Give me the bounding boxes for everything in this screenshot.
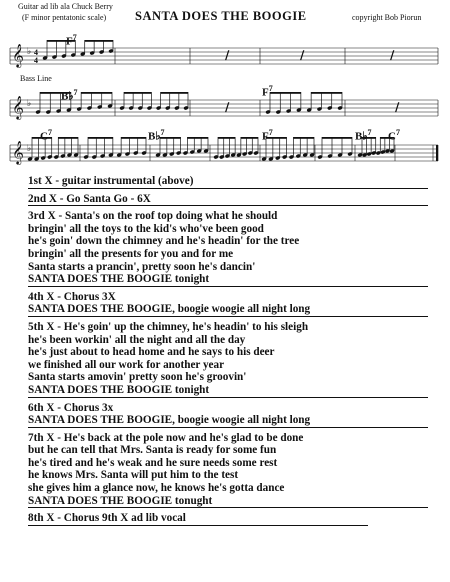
note-beam bbox=[81, 92, 112, 94]
lyrics-block bbox=[28, 175, 428, 530]
lyric-line: SANTA DOES THE BOOGIE, boogie woogie all night long bbox=[28, 303, 311, 316]
chord-symbol: $C^7$ bbox=[40, 128, 52, 143]
header-scale-note: (F minor pentatonic scale) bbox=[22, 13, 107, 22]
lyric-line: he's goin' down the chimney and he's headin' for the tree bbox=[28, 235, 300, 248]
chord-symbol: $F^7$ bbox=[262, 84, 273, 99]
measure-repeat-icon: ∕ bbox=[395, 100, 400, 114]
note-beam bbox=[322, 137, 352, 139]
lyric-line: SANTA DOES THE BOOGIE tonight bbox=[28, 273, 210, 286]
lyrics-section bbox=[28, 321, 428, 398]
time-signature: 4 bbox=[34, 48, 38, 57]
lyric-line: but he can tell that Mrs. Santa is ready for some fun bbox=[28, 444, 277, 457]
measure-repeat-icon: ∕ bbox=[225, 100, 230, 114]
lyric-line: 6th X - Chorus 3x bbox=[28, 401, 114, 414]
note-beam bbox=[241, 137, 258, 139]
chord-symbol: B♭$^7$ bbox=[148, 128, 165, 143]
lyric-line: 8th X - Chorus 9th X ad lib vocal bbox=[28, 512, 186, 525]
lyrics-section bbox=[28, 210, 428, 287]
lyric-line: Santa starts amovin' pretty soon he's groovin' bbox=[28, 371, 247, 384]
note-beam bbox=[293, 137, 314, 139]
note-beam bbox=[121, 137, 146, 139]
copyright: copyright Bob Piorun bbox=[352, 13, 422, 22]
lyrics-section bbox=[28, 175, 428, 189]
final-barline bbox=[436, 145, 438, 161]
chord-symbol: B♭$^7$ bbox=[355, 128, 372, 143]
header-guitar-note: Guitar ad lib ala Chuck Berry bbox=[18, 2, 113, 11]
lyrics-section bbox=[28, 193, 428, 207]
lyric-line: 5th X - He's goin' up the chimney, he's headin' to his sleigh bbox=[28, 320, 309, 333]
lyric-line: SANTA DOES THE BOOGIE tonught bbox=[28, 494, 213, 507]
lyric-line: Santa starts a prancin', pretty soon he's dancin' bbox=[28, 260, 256, 273]
note-beam bbox=[187, 137, 208, 139]
lyrics-section bbox=[28, 402, 428, 428]
flat-sign-icon: ♭ bbox=[27, 99, 32, 109]
lyric-line: 3rd X - Santa's on the roof top doing what he should bbox=[28, 210, 278, 223]
lyric-line: bringin' all the toys to the kid's who've been good bbox=[28, 222, 264, 235]
lyric-line: we finished all our work for another year bbox=[28, 358, 225, 371]
lyric-line: 1st X - guitar instrumental (above) bbox=[28, 175, 194, 187]
flat-sign-icon: ♭ bbox=[27, 47, 32, 57]
measure-repeat-icon: ∕ bbox=[390, 48, 395, 62]
lyric-line: he's been workin' all the night and all the day bbox=[28, 333, 246, 346]
chord-symbol: $C^7$ bbox=[388, 128, 400, 143]
lyrics-section bbox=[28, 432, 428, 509]
lyric-line: bringin' all the presents for you and for me bbox=[28, 247, 234, 260]
lyrics-section bbox=[28, 291, 428, 317]
chord-symbol: $F^7$ bbox=[262, 128, 273, 143]
measure-repeat-icon: ∕ bbox=[225, 48, 230, 62]
measure-repeat-icon: ∕ bbox=[300, 48, 305, 62]
lyric-line: he's tired and he's weak and he sure needs some rest bbox=[28, 456, 278, 469]
lyric-line: 7th X - He's back at the pole now and he's glad to be done bbox=[28, 431, 304, 444]
note-beam bbox=[311, 92, 342, 94]
note-beam bbox=[270, 92, 301, 94]
note-beam bbox=[85, 40, 113, 42]
lyric-line: he knows Mrs. Santa will put him to the test bbox=[28, 469, 239, 482]
bass-line-label: Bass Line bbox=[20, 74, 52, 83]
page-title: SANTA DOES THE BOOGIE bbox=[135, 9, 307, 23]
lyric-line: SANTA DOES THE BOOGIE tonight bbox=[28, 383, 210, 396]
lyric-line: SANTA DOES THE BOOGIE, boogie woogie all night long bbox=[28, 414, 311, 427]
note-beam bbox=[88, 137, 113, 139]
time-signature: 4 bbox=[34, 56, 38, 65]
treble-clef-icon: 𝄞 bbox=[12, 95, 24, 119]
note-beam bbox=[58, 137, 78, 139]
note-beam bbox=[218, 137, 235, 139]
treble-clef-icon: 𝄞 bbox=[12, 140, 24, 164]
chord-symbol: B♭$^7$ bbox=[61, 88, 78, 103]
treble-clef-icon: 𝄞 bbox=[12, 43, 24, 67]
lyric-line: 4th X - Chorus 3X bbox=[28, 290, 116, 303]
note-beam bbox=[161, 92, 188, 94]
lyrics-section bbox=[28, 512, 368, 526]
lyric-line: she gives him a glance now, he knows he's gotta dance bbox=[28, 482, 285, 495]
note-beam bbox=[124, 92, 151, 94]
chord-symbol: $F^7$ bbox=[66, 33, 77, 48]
flat-sign-icon: ♭ bbox=[27, 144, 32, 154]
lyric-line: he's just about to head home and he says to his deer bbox=[28, 346, 275, 359]
lyric-line: 2nd X - Go Santa Go - 6X bbox=[28, 192, 151, 205]
